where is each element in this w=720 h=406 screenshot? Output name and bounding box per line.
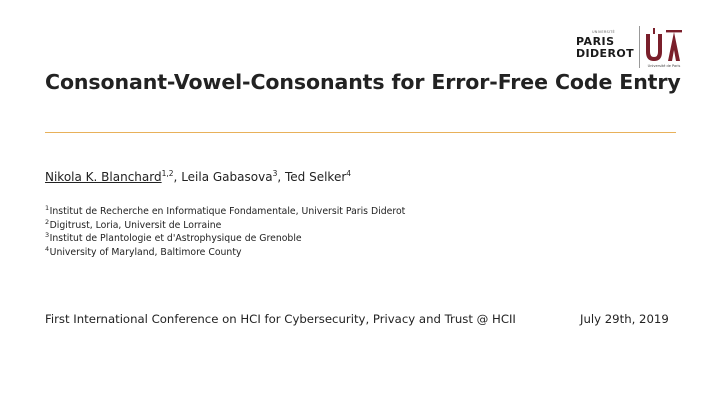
logo-paris: PARIS bbox=[576, 35, 615, 48]
affiliation-number: 3 bbox=[45, 231, 50, 240]
author-affiliation-ref: 4 bbox=[346, 169, 352, 178]
affiliation-text: Institut de Plantologie et d'Astrophysique de Grenoble bbox=[49, 233, 302, 245]
affiliation-text: University of Maryland, Baltimore County bbox=[49, 246, 242, 258]
affiliation-list bbox=[45, 205, 405, 259]
title-divider bbox=[45, 132, 676, 133]
author-name: Ted Selker bbox=[284, 170, 347, 184]
conference-name: First International Conference on HCI for Cybersecurity, Privacy and Trust @ HCII bbox=[45, 312, 516, 326]
author-affiliation-ref: 3 bbox=[272, 169, 278, 178]
logo-diderot: DIDEROT bbox=[576, 47, 634, 60]
logo-caption: Université de Paris bbox=[647, 64, 681, 68]
logo-divider bbox=[639, 26, 640, 68]
author-affiliation-ref: 1,2 bbox=[161, 169, 174, 178]
author-separator: , bbox=[173, 170, 182, 184]
affiliation-item bbox=[45, 219, 405, 233]
affiliation-number: 2 bbox=[45, 217, 50, 226]
affiliation-text: Digitrust, Loria, Universit de Lorraine bbox=[49, 219, 222, 231]
affiliation-item bbox=[45, 205, 405, 219]
slide-title: Consonant-Vowel-Consonants for Error-Free Code Entry bbox=[45, 70, 681, 94]
author-name: Nikola K. Blanchard bbox=[45, 170, 162, 184]
presentation-date: July 29th, 2019 bbox=[580, 312, 669, 326]
author bbox=[285, 170, 351, 184]
paris-diderot-wordmark bbox=[568, 22, 634, 68]
author-list bbox=[45, 170, 351, 184]
affiliation-item bbox=[45, 246, 405, 260]
university-logo bbox=[568, 22, 684, 70]
university-crest-icon bbox=[644, 28, 684, 64]
author bbox=[45, 170, 181, 184]
author bbox=[181, 170, 285, 184]
author-name: Leila Gabasova bbox=[181, 170, 273, 184]
logo-university-small: UNIVERSITÉ bbox=[592, 30, 615, 34]
author-separator: , bbox=[277, 170, 285, 184]
affiliation-number: 1 bbox=[45, 204, 50, 212]
affiliation-item bbox=[45, 232, 405, 246]
affiliation-number: 4 bbox=[45, 244, 50, 253]
affiliation-text: Institut de Recherche en Informatique Fondamentale, Universit Paris Diderot bbox=[49, 206, 406, 217]
